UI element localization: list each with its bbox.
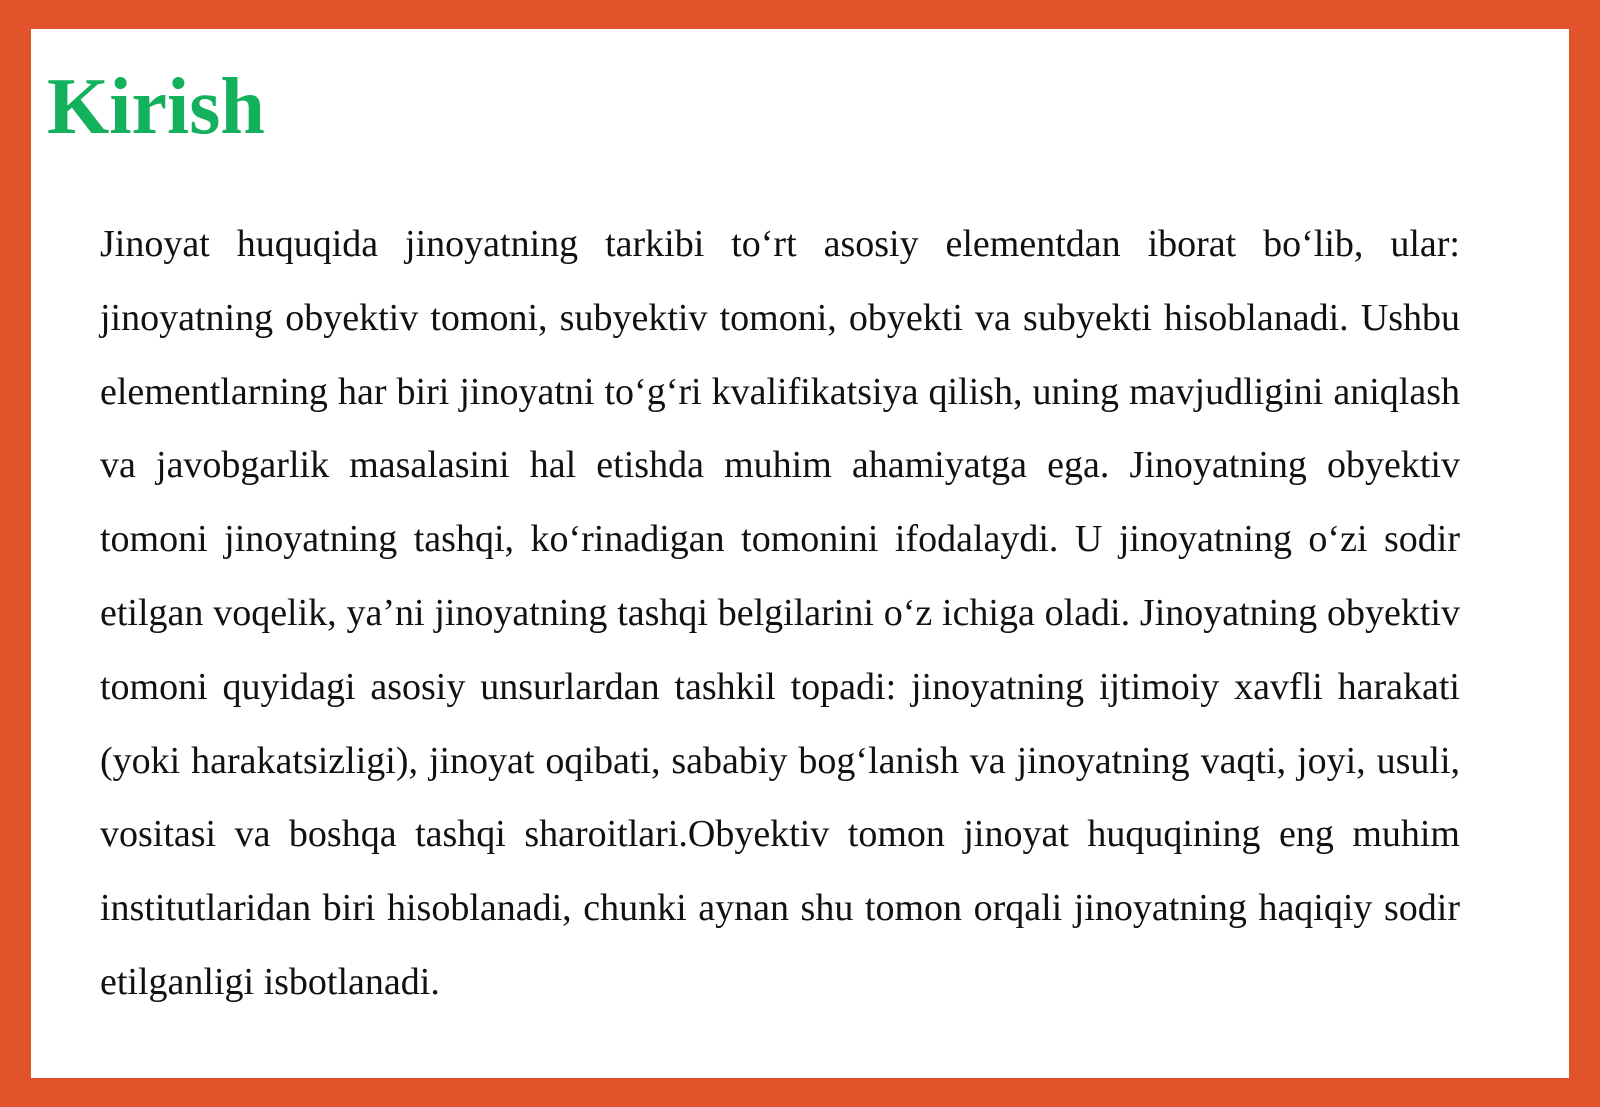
slide-canvas — [31, 29, 1569, 1078]
slide-title: Kirish — [47, 63, 265, 151]
body-paragraph: Jinoyat huquqida jinoyatning tarkibi to‘rt asosiy elementdan iborat bo‘lib, ular: jinoyatning obyektiv tomoni, subyektiv tomoni, obyekti va subyekti hisoblanadi. Ushbu elementlarning har biri jinoyatni to‘g‘ri kvalifikatsiya qilish, uning mavjudligini aniqlash va javobgarlik masalasini hal etishda muhim ahamiyatga ega. Jinoyatning obyektiv tomoni jinoyatning tashqi, ko‘rinadigan tomonini ifodalaydi. U jinoyatning o‘zi sodir etilgan voqelik, ya’ni jinoyatning tashqi belgilarini o‘z ichiga oladi. Jinoyatning obyektiv tomoni quyidagi asosiy unsurlardan tashkil topadi: jinoyatning ijtimoiy xavfli harakati (yoki harakatsizligi), jinoyat oqibati, sababiy bog‘lanish va jinoyatning vaqti, joyi, usuli, vositasi va boshqa tashqi sharoitlari.Obyektiv tomon jinoyat huquqining eng muhim institutlaridan biri hisoblanadi, chunki aynan shu tomon orqali jinoyatning haqiqiy sodir etilganligi isbotlanadi. — [100, 223, 1460, 1003]
